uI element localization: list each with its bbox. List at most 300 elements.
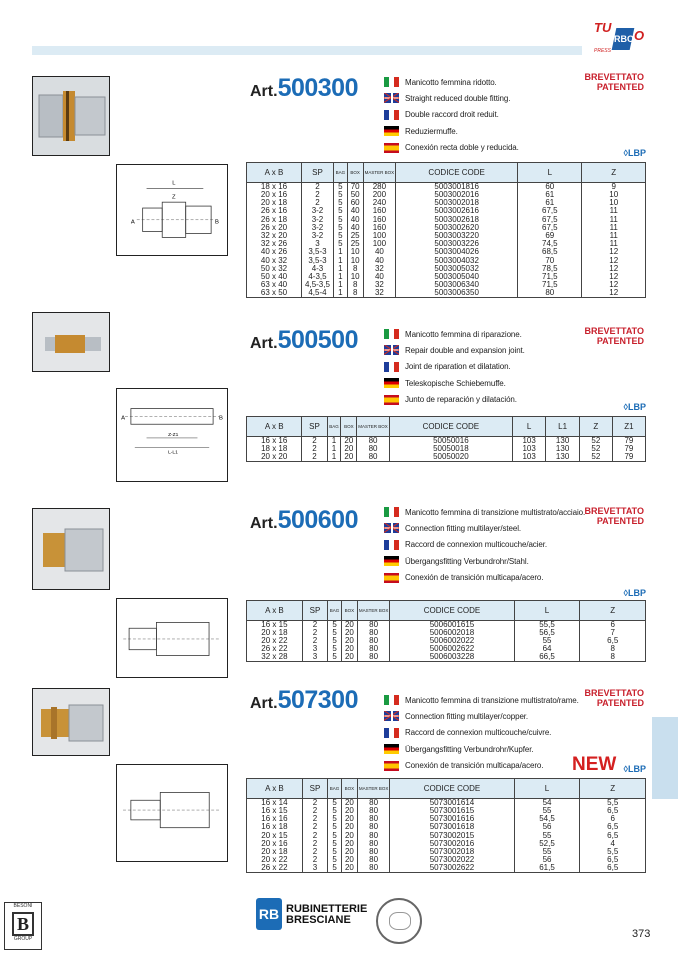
table-cell: 2 [302,839,327,847]
table-cell: 80 [357,621,390,629]
table-cell: 20 [341,653,357,661]
table-cell: 40 x 26 [247,248,302,256]
table-cell: 68,5 [518,248,582,256]
description-es: Conexión de transición multicapa/acero. [384,570,584,586]
table-cell: 20 x 16 [247,839,303,847]
table-cell: 12 [582,281,646,289]
lbp-badge: ◊LBP [623,588,646,598]
table-cell: 67,5 [518,223,582,231]
table-cell: 11 [582,240,646,248]
table-cell: 160 [363,223,396,231]
table-cell: 20 [341,864,357,872]
table-cell: 20 [341,453,357,461]
table-cell: 26 x 16 [247,207,302,215]
svg-text:B: B [215,219,219,226]
technical-drawing [116,764,228,862]
table-cell: 2 [302,856,327,864]
table-cell: 1 [327,445,341,453]
table-cell: 160 [363,215,396,223]
table-cell: 5073002622 [390,864,514,872]
table-cell: 3 [302,645,327,653]
table-cell: 55 [514,807,580,815]
table-row [247,653,646,661]
italy-flag-icon [384,329,399,339]
description-de: Übergangsfitting Verbundrohr/Stahl. [384,553,584,569]
table-cell: 55 [514,848,580,856]
table-cell: 280 [363,183,396,191]
table-cell: 1 [333,273,347,281]
table-cell: 66,5 [514,653,580,661]
table-cell: 240 [363,199,396,207]
table-cell: 20 [341,807,357,815]
table-cell: 8 [580,645,646,653]
table-row [247,864,646,872]
table-cell: 67,5 [518,207,582,215]
description-en: Repair double and expansion joint. [384,342,584,358]
germany-flag-icon [384,556,399,566]
table-cell: 20 x 18 [247,629,303,637]
table-cell: 61 [518,199,582,207]
table-cell: 80 [357,807,390,815]
table-cell: 5 [333,207,347,215]
table-cell: 16 x 16 [247,815,303,823]
table-cell: 5 [333,183,347,191]
table-cell: 5006002018 [390,629,514,637]
spec-table: A x B SP BAG BOX MASTER BOX CODICE CODE L Z 18 x 16 2 5 70 280 5003001816 60 9 20 x 16 2 5 50 200 5003002016 61 10 20 x 18 2 5 60 240 5003002018 61 10 26 x 16 3-2 5 40 160 5003002616 67,5 11 26 x 18 3-2 5 40 160 5003002618 67,5 11 26 x 20 3-2 5 40 160 5003002620 67,5 11 32 x 20 3-2 5 25 100 5003003220 69 11 32 x 26 3 5 25 100 5003003226 74,5 11 40 x 26 3,5-3 1 10 40 5003004026 68,5 12 40 x 32 3,5-3 1 10 40 5003004032 70 12 50 x 32 4-3 1 8 32 5003005032 78,5 12 50 x 40 4-3,5 1 10 40 5003005040 71,5 12 63 x 40 4,5-3,5 1 8 32 5003006340 71,5 12 63 x 50 4,5-4 1 8 32 5003006350 80 12 [246,162,646,298]
table-cell: 25 [347,232,363,240]
table-cell: 20 [341,621,357,629]
table-cell: 5073002015 [390,831,514,839]
table-cell: 5 [328,645,342,653]
table-cell: 16 x 15 [247,807,303,815]
table-cell: 6,5 [580,831,646,839]
page-number: 373 [632,928,651,940]
uk-flag-icon [384,523,399,533]
description-it: Manicotto femmina di transizione multistrato/acciaio. [384,504,584,520]
table-cell: 9 [582,183,646,191]
patent-badge: BREVETTATO PATENTED [584,506,644,526]
description-list [384,326,584,408]
table-cell: 80 [357,653,390,661]
article-section-507300 [32,684,648,894]
table-cell: 3-2 [302,223,334,231]
france-flag-icon [384,110,399,120]
table-cell: 6,5 [580,807,646,815]
table-cell: 4-3 [302,264,334,272]
table-cell: 5003002016 [396,191,518,199]
table-cell: 63 x 50 [247,289,302,297]
table-cell: 1 [333,281,347,289]
table-cell: 2 [302,807,327,815]
table-cell: 4 [580,839,646,847]
fitting-photo-icon [33,509,110,590]
table-cell: 61,5 [514,864,580,872]
table-cell: 20 [341,839,357,847]
table-cell: 5 [333,199,347,207]
table-cell: 80 [357,815,390,823]
table-cell: 3,5-3 [302,248,334,256]
table-cell: 20 [341,637,357,645]
table-cell: 1 [333,264,347,272]
table-cell: 5006001615 [390,621,514,629]
italy-flag-icon [384,507,399,517]
table-row [247,453,646,461]
table-cell: 5 [333,191,347,199]
italy-flag-icon [384,695,399,705]
table-cell: 55 [514,637,580,645]
table-cell: 52 [579,445,612,453]
spec-table-body [247,799,646,873]
table-cell: 5,5 [580,799,646,807]
germany-flag-icon [384,378,399,388]
patent-badge: BREVETTATO PATENTED [584,72,644,92]
table-cell: 5003004026 [396,248,518,256]
table-cell: 20 [341,645,357,653]
table-cell: 32 x 28 [247,653,303,661]
table-cell: 5003002618 [396,215,518,223]
table-cell: 2 [302,799,327,807]
table-cell: 80 [357,823,390,831]
description-list [384,692,584,774]
table-cell: 2 [302,437,327,445]
table-cell: 2 [302,815,327,823]
table-cell: 20 x 22 [247,637,303,645]
table-cell: 130 [546,445,579,453]
table-cell: 50050020 [389,453,512,461]
uk-flag-icon [384,711,399,721]
table-cell: 80 [357,645,390,653]
description-it: Manicotto femmina ridotto. [384,74,584,90]
table-cell: 70 [518,256,582,264]
table-cell: 4-3,5 [302,273,334,281]
table-cell: 80 [357,856,390,864]
svg-text:L-L1: L-L1 [168,450,178,456]
table-cell: 20 x 18 [247,199,302,207]
table-cell: 8 [347,264,363,272]
table-cell: 16 x 14 [247,799,303,807]
description-en: Connection fitting multilayer/steel. [384,520,584,536]
table-cell: 40 [347,223,363,231]
description-list [384,74,584,156]
table-cell: 80 [357,864,390,872]
table-cell: 26 x 22 [247,864,303,872]
table-cell: 20 [341,856,357,864]
drawing-svg [117,599,227,677]
description-en: Connection fitting multilayer/copper. [384,708,584,724]
table-cell: 3-2 [302,207,334,215]
table-cell: 80 [357,839,390,847]
table-cell: 5003003226 [396,240,518,248]
table-cell: 5003002620 [396,223,518,231]
table-cell: 12 [582,248,646,256]
spec-table: A x B SP BAG BOX MASTER BOX CODICE CODE L Z 16 x 14 2 5 20 80 5073001614 54 5,5 16 x 15 2 5 20 80 5073001615 55 6,5 16 x 16 2 5 20 80 5073001616 54,5 6 16 x 18 2 5 20 80 5073001618 56 6,5 20 x 15 2 5 20 80 5073002015 55 6,5 20 x 16 2 5 20 80 5073002016 52,5 4 20 x 18 2 5 20 80 5073002018 55 5,5 20 x 22 2 5 20 80 5073002022 56 6,5 26 x 22 3 5 20 80 5073002622 61,5 6,5 [246,778,646,873]
table-cell: 70 [347,183,363,191]
table-cell: 5073001614 [390,799,514,807]
product-photo [32,508,110,590]
france-flag-icon [384,728,399,738]
table-cell: 40 [363,273,396,281]
table-row [247,248,646,256]
drawing-svg [117,765,227,861]
table-cell: 5003002616 [396,207,518,215]
table-cell: 2 [302,183,334,191]
table-cell: 5073001618 [390,823,514,831]
table-cell: 69 [518,232,582,240]
technical-drawing [116,164,228,256]
technical-drawing [116,598,228,678]
article-section-500600 [32,500,648,685]
table-cell: 5 [333,240,347,248]
table-cell: 20 [341,823,357,831]
table-cell: 40 [363,248,396,256]
table-cell: 64 [514,645,580,653]
table-cell: 20 x 22 [247,856,303,864]
lbp-badge: ◊LBP [623,402,646,412]
table-cell: 3 [302,653,327,661]
table-cell: 5003003220 [396,232,518,240]
table-cell: 5 [328,831,342,839]
table-cell: 4,5-3,5 [302,281,334,289]
table-cell: 20 x 18 [247,848,303,856]
table-row [247,289,646,297]
turbo-logo-sub: PRESS [594,48,611,54]
spec-table-body [247,183,646,298]
table-cell: 160 [363,207,396,215]
table-cell: 10 [582,199,646,207]
product-photo [32,312,110,372]
fitting-photo-icon [33,77,110,156]
table-cell: 1 [333,248,347,256]
table-cell: 5 [328,799,342,807]
table-cell: 8 [347,289,363,297]
table-cell: 26 x 22 [247,645,303,653]
germany-flag-icon [384,744,399,754]
table-cell: 11 [582,223,646,231]
table-cell: 55 [514,831,580,839]
table-cell: 16 x 15 [247,621,303,629]
table-cell: 6,5 [580,864,646,872]
article-title [250,74,358,103]
table-cell: 5003002018 [396,199,518,207]
header-band [32,46,582,55]
new-badge: NEW [572,754,617,775]
france-flag-icon [384,362,399,372]
table-cell: 5006002022 [390,637,514,645]
description-fr: Raccord de connexion multicouche/cuivre. [384,725,584,741]
table-cell: 20 [341,629,357,637]
table-cell: 52,5 [514,839,580,847]
table-cell: 20 [341,831,357,839]
table-cell: 5073001616 [390,815,514,823]
table-cell: 12 [582,273,646,281]
table-cell: 6,5 [580,823,646,831]
table-cell: 12 [582,264,646,272]
table-cell: 5 [328,839,342,847]
table-cell: 50050018 [389,445,512,453]
table-cell: 5073001615 [390,807,514,815]
table-cell: 40 [347,207,363,215]
side-tab [652,717,678,799]
product-photo [32,76,110,156]
table-cell: 50 [347,191,363,199]
table-cell: 61 [518,191,582,199]
table-cell: 12 [582,256,646,264]
table-cell: 11 [582,207,646,215]
uk-flag-icon [384,345,399,355]
table-cell: 56 [514,856,580,864]
patent-badge: BREVETTATO PATENTED [584,688,644,708]
table-cell: 130 [546,453,579,461]
table-cell: 20 [341,445,357,453]
table-cell: 1 [327,437,341,445]
description-fr: Double raccord droit reduit. [384,107,584,123]
svg-text:B: B [218,415,223,422]
table-cell: 18 x 16 [247,183,302,191]
table-cell: 100 [363,240,396,248]
table-cell: 130 [546,437,579,445]
table-cell: 20 x 16 [247,191,302,199]
article-title: Art.500600 [250,506,358,534]
table-cell: 80 [357,629,390,637]
table-cell: 79 [612,453,645,461]
table-cell: 3,5-3 [302,256,334,264]
rb-emblem-icon: RB [256,898,282,930]
table-cell: 25 [347,240,363,248]
table-cell: 103 [512,453,545,461]
spain-flag-icon [384,761,399,771]
turbo-logo-box: RBO [612,28,635,50]
table-cell: 3-2 [302,232,334,240]
technical-drawing [116,388,228,482]
table-cell: 80 [357,453,390,461]
table-cell: 2 [302,199,334,207]
description-es: Conexión de transición multicapa/acero. [384,758,584,774]
table-cell: 54 [514,799,580,807]
drawing-svg [117,165,227,255]
table-cell: 50050016 [389,437,512,445]
table-cell: 8 [347,281,363,289]
rubinetterie-bresciane-logo: RB RUBINETTERIE BRESCIANE [256,896,376,942]
table-cell: 5 [328,653,342,661]
table-cell: 5003005040 [396,273,518,281]
table-cell: 10 [347,273,363,281]
table-cell: 11 [582,215,646,223]
table-cell: 5 [328,856,342,864]
table-cell: 71,5 [518,273,582,281]
svg-text:Z-Z1: Z-Z1 [168,432,179,438]
table-cell: 18 x 18 [247,445,302,453]
article-title: Art.507300 [250,686,358,714]
art-number: 500300 [277,74,358,102]
table-cell: 5 [333,232,347,240]
spain-flag-icon [384,395,399,405]
table-cell: 5073002022 [390,856,514,864]
table-cell: 3-2 [302,215,334,223]
lbp-badge: ◊LBP [623,148,646,158]
table-cell: 5 [328,629,342,637]
table-cell: 11 [582,232,646,240]
article-section-500500 [32,322,648,492]
description-fr: Joint de riparation et dilatation. [384,359,584,375]
table-cell: 2 [302,823,327,831]
germany-flag-icon [384,126,399,136]
table-cell: 52 [579,437,612,445]
table-cell: 200 [363,191,396,199]
table-cell: 5 [328,848,342,856]
description-it: Manicotto femmina di transizione multistrato/rame. [384,692,584,708]
uk-flag-icon [384,93,399,103]
table-cell: 6 [580,815,646,823]
art-number: 500600 [277,506,358,534]
fitting-photo-icon [33,689,110,756]
iso-certification-seal [376,898,422,944]
svg-text:L: L [172,180,176,187]
table-cell: 10 [582,191,646,199]
description-es: Conexión recta doble y reducida. [384,140,584,156]
article-section-500300 [32,70,648,320]
table-cell: 1 [333,256,347,264]
table-cell: 80 [518,289,582,297]
table-cell: 32 x 26 [247,240,302,248]
table-cell: 1 [327,453,341,461]
table-cell: 63 x 40 [247,281,302,289]
table-cell: 20 [341,848,357,856]
table-cell: 7 [580,629,646,637]
table-cell: 20 [341,437,357,445]
table-cell: 78,5 [518,264,582,272]
table-cell: 32 [363,289,396,297]
table-cell: 12 [582,289,646,297]
table-cell: 2 [302,629,327,637]
table-cell: 10 [347,248,363,256]
table-cell: 80 [357,437,390,445]
spain-flag-icon [384,143,399,153]
lbp-badge: ◊LBP [623,764,646,774]
table-cell: 3 [302,240,334,248]
spec-table-body [247,621,646,662]
description-list [384,504,584,586]
table-cell: 80 [357,799,390,807]
svg-text:A: A [121,415,126,422]
table-cell: 103 [512,437,545,445]
patent-badge: BREVETTATO PATENTED [584,326,644,346]
table-cell: 40 x 32 [247,256,302,264]
art-number: 500500 [277,326,358,354]
table-cell: 26 x 20 [247,223,302,231]
spec-table: A x B SP BAG BOX MASTER BOX CODICE CODE L Z 16 x 15 2 5 20 80 5006001615 55,5 6 20 x 18 2 5 20 80 5006002018 56,5 7 20 x 22 2 5 20 80 5006002022 55 6,5 26 x 22 3 5 20 80 5006002622 64 8 32 x 28 3 5 20 80 5006003228 66,5 8 [246,600,646,662]
table-cell: 5 [333,223,347,231]
art-number: 507300 [277,686,358,714]
svg-text:A: A [130,219,135,226]
table-cell: 5073002016 [390,839,514,847]
table-cell: 5003005032 [396,264,518,272]
turbo-logo: TU RBO O PRESS [594,20,645,54]
table-cell: 5 [328,815,342,823]
table-cell: 2 [302,621,327,629]
table-cell: 5 [328,621,342,629]
italy-flag-icon [384,77,399,87]
table-cell: 80 [357,637,390,645]
table-cell: 5,5 [580,848,646,856]
table-cell: 80 [357,445,390,453]
fitting-photo-icon [33,313,110,372]
description-de: Teleskopische Schiebemuffe. [384,375,584,391]
table-cell: 50 x 32 [247,264,302,272]
table-cell: 5 [328,823,342,831]
description-it: Manicotto femmina di riparazione. [384,326,584,342]
table-cell: 32 [363,264,396,272]
table-cell: 6 [580,621,646,629]
